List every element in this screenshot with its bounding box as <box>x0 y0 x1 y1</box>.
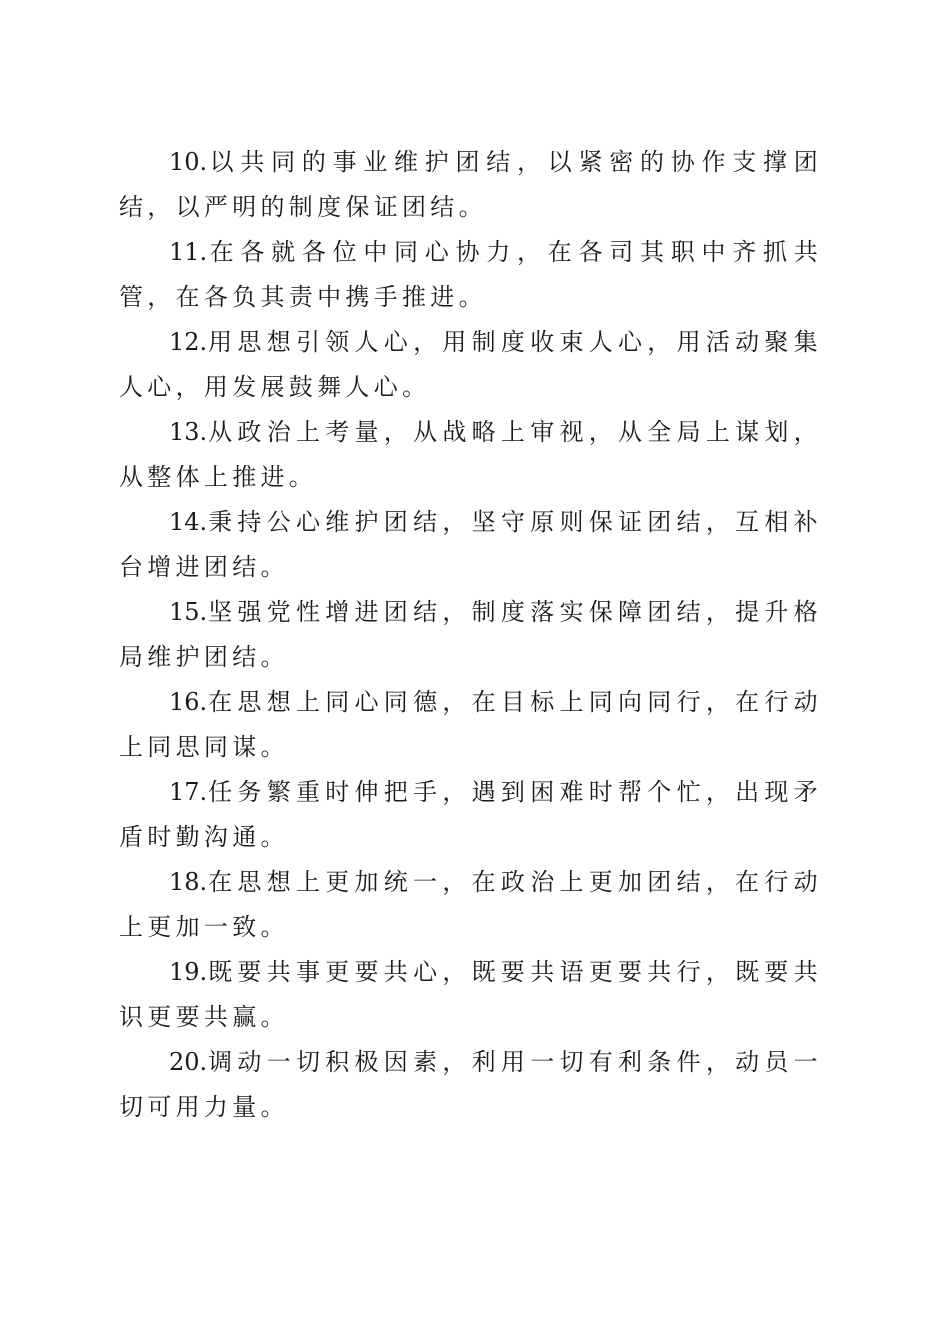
list-item <box>119 770 822 860</box>
item-text: 用思想引领人心，用制度收束人心，用活动聚集人心，用发展鼓舞人心。 <box>119 328 822 401</box>
item-number: 20. <box>169 1048 208 1076</box>
item-number: 16. <box>169 688 208 716</box>
list-item <box>119 590 822 680</box>
item-text: 在思想上更加统一，在政治上更加团结，在行动上更加一致。 <box>119 868 822 941</box>
item-number: 10. <box>169 148 208 176</box>
item-text: 在各就各位中同心协力，在各司其职中齐抓共管，在各负其责中携手推进。 <box>119 238 822 311</box>
item-number: 11. <box>169 238 208 266</box>
item-number: 15. <box>169 598 208 626</box>
item-text: 以共同的事业维护团结，以紧密的协作支撑团结，以严明的制度保证团结。 <box>119 148 822 221</box>
document-body <box>119 140 822 1130</box>
item-text: 既要共事更要共心，既要共语更要共行，既要共识更要共赢。 <box>119 958 822 1031</box>
list-item <box>119 680 822 770</box>
item-number: 17. <box>169 778 208 806</box>
item-text: 在思想上同心同德，在目标上同向同行，在行动上同思同谋。 <box>119 688 822 761</box>
list-item <box>119 500 822 590</box>
item-text: 坚强党性增进团结，制度落实保障团结，提升格局维护团结。 <box>119 598 822 671</box>
list-item <box>119 1040 822 1130</box>
item-number: 19. <box>169 958 208 986</box>
item-number: 12. <box>169 328 208 356</box>
item-text: 调动一切积极因素，利用一切有利条件，动员一切可用力量。 <box>119 1048 822 1121</box>
list-item <box>119 140 822 230</box>
item-text: 任务繁重时伸把手，遇到困难时帮个忙，出现矛盾时勤沟通。 <box>119 778 822 851</box>
item-number: 14. <box>169 508 208 536</box>
item-number: 13. <box>169 418 208 446</box>
list-item <box>119 950 822 1040</box>
item-number: 18. <box>169 868 208 896</box>
list-item <box>119 230 822 320</box>
item-text: 从政治上考量，从战略上审视，从全局上谋划，从整体上推进。 <box>119 418 822 491</box>
list-item <box>119 860 822 950</box>
item-text: 秉持公心维护团结，坚守原则保证团结，互相补台增进团结。 <box>119 508 822 581</box>
list-item <box>119 320 822 410</box>
list-item <box>119 410 822 500</box>
